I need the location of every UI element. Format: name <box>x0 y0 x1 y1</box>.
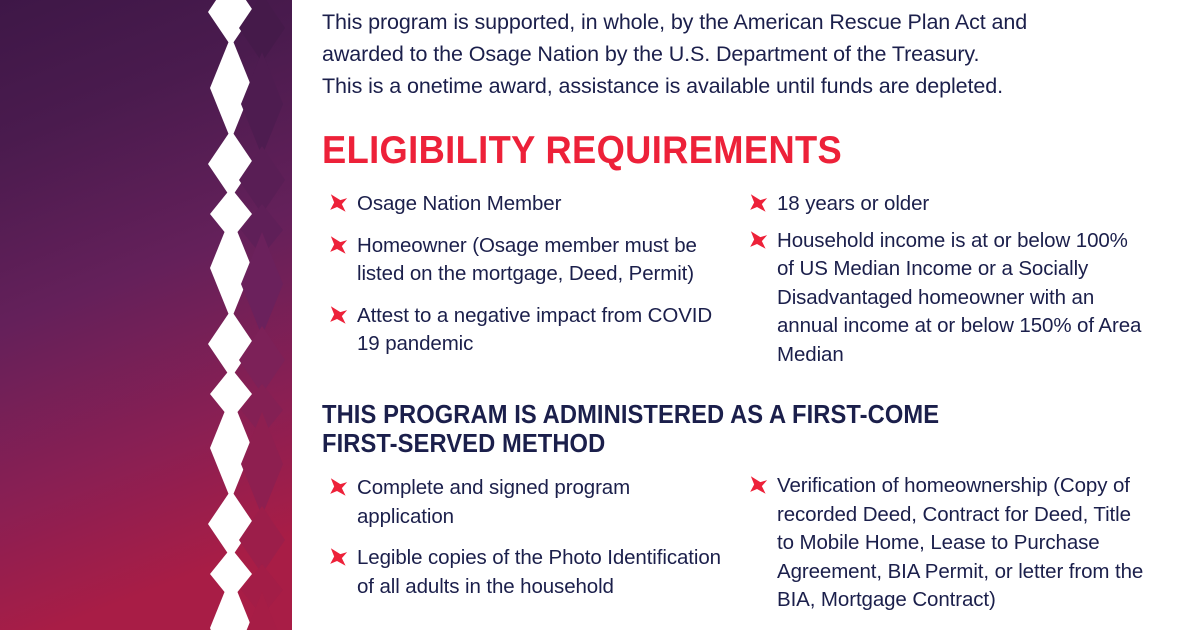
eligibility-heading: ELIGIBILITY REQUIREMENTS <box>322 129 843 172</box>
star-spark-bullet-icon <box>748 229 770 255</box>
list-item <box>748 190 1148 219</box>
intro-line-1: This program is supported, in whole, by the American Rescue Plan Act and <box>322 10 1028 34</box>
intro-line-2: awarded to the Osage Nation by the U.S. Department of the Treasury. <box>322 42 980 66</box>
list-item <box>328 302 728 359</box>
list-item-text: Verification of homeownership (Copy of recorded Deed, Contract for Deed, Title to Mobile Home, Lease to Purchase Agreement, BIA Permit, or letter from the BIA, Mortgage Contract) <box>777 474 1144 611</box>
purple-gradient-panel <box>0 0 292 630</box>
star-spark-bullet-icon <box>748 474 770 500</box>
list-item-text: Homeowner (Osage member must be listed on the mortgage, Deed, Permit) <box>357 233 697 285</box>
list-item <box>748 472 1148 615</box>
method-right-list <box>748 472 1148 623</box>
list-item-text: Attest to a negative impact from COVID 19 pandemic <box>357 303 713 355</box>
list-item <box>328 232 728 289</box>
list-item <box>328 190 728 219</box>
star-spark-bullet-icon <box>328 546 350 572</box>
list-item-text: Household income is at or below 100% of US Median Income or a Socially Disadvantaged homeowner with an annual income at or below 150% of Area Median <box>777 228 1142 366</box>
list-item-text: Complete and signed program application <box>357 476 631 528</box>
method-heading <box>322 401 1103 459</box>
content-area <box>292 0 1200 630</box>
star-spark-bullet-icon <box>328 192 350 218</box>
star-spark-bullet-icon <box>328 234 350 260</box>
list-item <box>748 227 1148 370</box>
eligibility-right-list <box>748 190 1148 377</box>
list-item <box>328 544 728 601</box>
intro-paragraph <box>322 6 1172 102</box>
star-spark-bullet-icon <box>328 476 350 502</box>
method-heading-line-2: FIRST-SERVED METHOD <box>322 430 606 458</box>
star-spark-bullet-icon <box>748 192 770 218</box>
intro-line-3: This is a onetime award, assistance is available until funds are depleted. <box>322 74 1003 98</box>
list-item-text: 18 years or older <box>777 192 930 215</box>
diamond-lozenge-border-pattern <box>0 0 292 630</box>
list-item-text: Osage Nation Member <box>357 192 562 215</box>
list-item-text: Legible copies of the Photo Identification of all adults in the household <box>357 546 721 598</box>
method-heading-line-1: THIS PROGRAM IS ADMINISTERED AS A FIRST-COME <box>322 401 940 429</box>
method-left-list <box>328 474 728 614</box>
list-item <box>328 474 728 531</box>
eligibility-left-list <box>328 190 728 372</box>
star-spark-bullet-icon <box>328 304 350 330</box>
